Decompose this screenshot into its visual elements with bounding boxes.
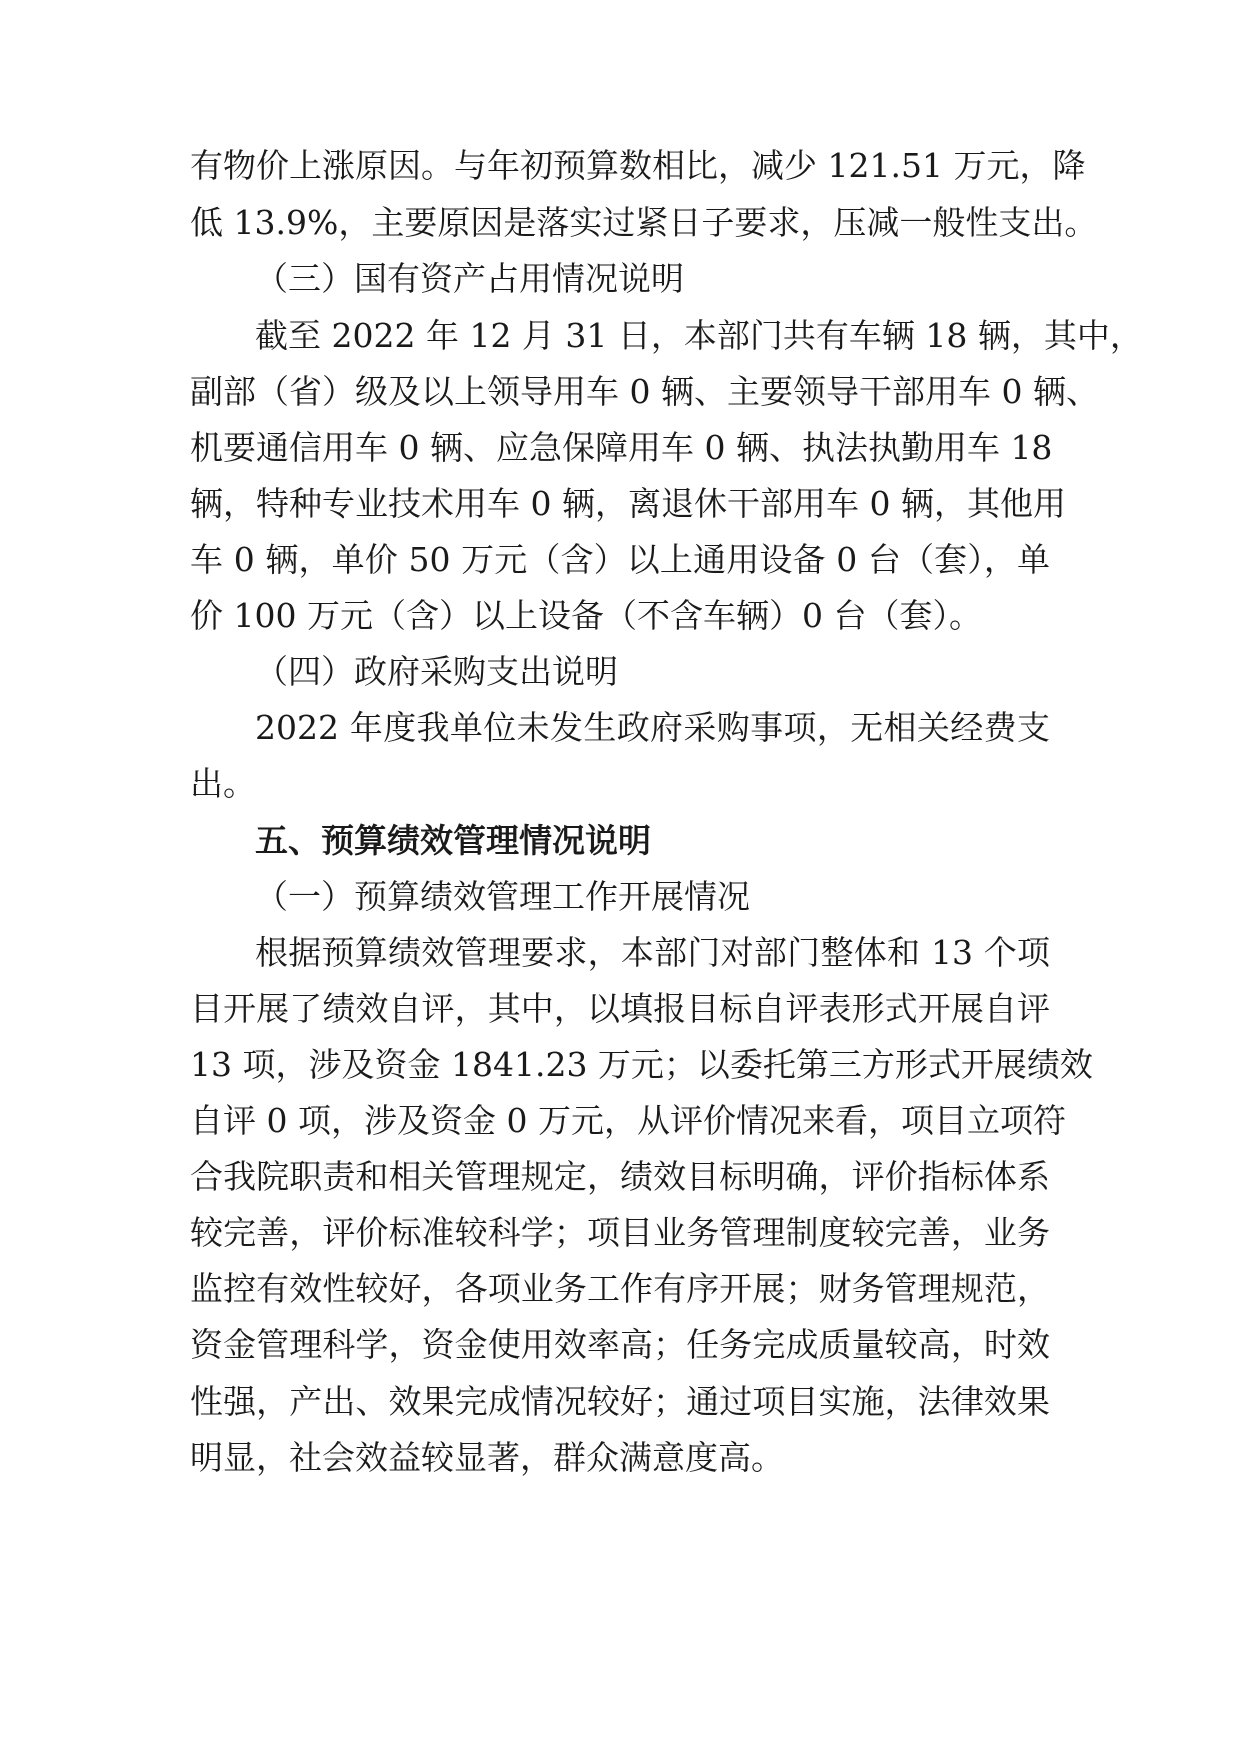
subheading-performance-work: （一）预算绩效管理工作开展情况 xyxy=(255,877,750,916)
paragraph-4-line-7: 监控有效性较好，各项业务工作有序开展；财务管理规范， xyxy=(190,1269,1050,1308)
paragraph-2-line-3: 机要通信用车 0 辆、应急保障用车 0 辆、执法执勤用车 18 xyxy=(190,428,1053,467)
paragraph-4-line-8: 资金管理科学，资金使用效率高；任务完成质量较高，时效 xyxy=(190,1325,1050,1364)
paragraph-4-line-6: 较完善，评价标准较科学；项目业务管理制度较完善，业务 xyxy=(190,1213,1050,1252)
paragraph-4-line-3: 13 项，涉及资金 1841.23 万元；以委托第三方形式开展绩效 xyxy=(190,1045,1093,1084)
paragraph-4-line-10: 明显，社会效益较显著，群众满意度高。 xyxy=(190,1438,784,1477)
paragraph-3-line-2: 出。 xyxy=(190,764,256,803)
paragraph-4-line-1: 根据预算绩效管理要求，本部门对部门整体和 13 个项 xyxy=(255,933,1050,972)
paragraph-4-line-4: 自评 0 项，涉及资金 0 万元，从评价情况来看，项目立项符 xyxy=(190,1101,1066,1140)
paragraph-1-line-1: 有物价上涨原因。与年初预算数相比，减少 121.51 万元，降 xyxy=(190,146,1086,185)
paragraph-2-line-5: 车 0 辆，单价 50 万元（含）以上通用设备 0 台（套），单 xyxy=(190,540,1050,579)
section-heading-performance: 五、预算绩效管理情况说明 xyxy=(255,821,651,860)
paragraph-2-line-2: 副部（省）级及以上领导用车 0 辆、主要领导干部用车 0 辆、 xyxy=(190,372,1099,411)
paragraph-4-line-2: 目开展了绩效自评，其中，以填报目标自评表形式开展自评 xyxy=(190,989,1050,1028)
paragraph-4-line-9: 性强，产出、效果完成情况较好；通过项目实施，法律效果 xyxy=(190,1382,1050,1421)
paragraph-2-line-4: 辆，特种专业技术用车 0 辆，离退休干部用车 0 辆，其他用 xyxy=(190,484,1066,523)
subheading-state-assets: （三）国有资产占用情况说明 xyxy=(255,259,684,298)
paragraph-3-line-1: 2022 年度我单位未发生政府采购事项，无相关经费支 xyxy=(255,708,1050,747)
paragraph-2-line-6: 价 100 万元（含）以上设备（不含车辆）0 台（套）。 xyxy=(190,596,982,635)
paragraph-2-line-1: 截至 2022 年 12 月 31 日，本部门共有车辆 18 辆，其中， xyxy=(255,316,1143,355)
paragraph-4-line-5: 合我院职责和相关管理规定，绩效目标明确，评价指标体系 xyxy=(190,1157,1050,1196)
subheading-government-procurement: （四）政府采购支出说明 xyxy=(255,652,618,691)
paragraph-1-line-2: 低 13.9%，主要原因是落实过紧日子要求，压减一般性支出。 xyxy=(190,203,1098,242)
